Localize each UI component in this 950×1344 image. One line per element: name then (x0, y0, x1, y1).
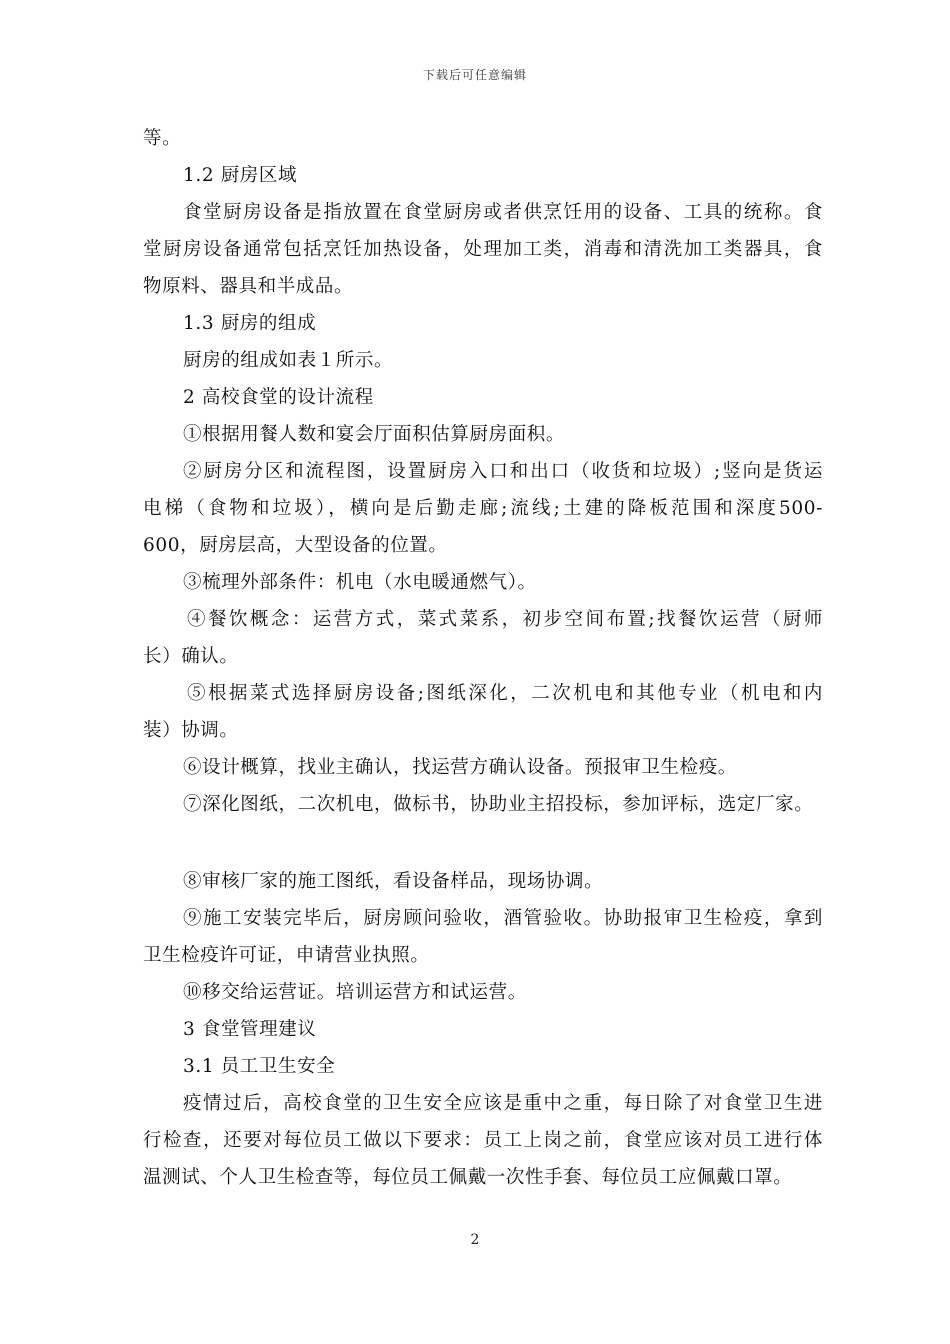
paragraph-line: 物原料、器具和半成品。 (143, 276, 354, 297)
list-item-3: ③梳理外部条件：机电（水电暖通燃气）。 (183, 572, 537, 593)
section-heading-2: 2 高校食堂的设计流程 (183, 387, 374, 408)
blank-line (143, 823, 823, 863)
list-item-2-cont: 600，厨房层高，大型设备的位置。 (143, 535, 448, 556)
list-item-1: ①根据用餐人数和宴会厅面积估算厨房面积。 (183, 424, 566, 445)
list-item-9: ⑨施工安装完毕后，厨房顾问验收，酒管验收。协助报审卫生检疫，拿到 (183, 908, 823, 929)
paragraph-line: 疫情过后，高校食堂的卫生安全应该是重中之重，每日除了对食堂卫生进 (183, 1093, 823, 1114)
paragraph-line: 温测试、个人卫生检查等，每位员工佩戴一次性手套、每位员工应佩戴口罩。 (143, 1167, 793, 1188)
document-body (143, 120, 823, 1196)
list-item-2: ②厨房分区和流程图，设置厨房入口和出口（收货和垃圾）;竖向是货运 (183, 461, 823, 482)
paragraph-line: 堂厨房设备通常包括烹饪加热设备，处理加工类，消毒和清洗加工类器具，食 (143, 239, 823, 260)
list-item-7: ⑦深化图纸，二次机电，做标书，协助业主招投标，参加评标，选定厂家。 (183, 794, 814, 815)
list-item-4: ④餐饮概念：运营方式，菜式菜系，初步空间布置;找餐饮运营（厨师 (187, 609, 823, 630)
paragraph-line: 厨房的组成如表１所示。 (183, 350, 394, 371)
paragraph-line: 行检查，还要对每位员工做以下要求：员工上岗之前，食堂应该对员工进行体 (143, 1130, 823, 1151)
list-item-5-cont: 装）协调。 (143, 720, 239, 741)
list-item-2-cont: 电梯（食物和垃圾），横向是后勤走廊;流线;土建的降板范围和深度500- (143, 498, 823, 519)
page-number: 2 (470, 1232, 480, 1248)
list-item-6: ⑥设计概算，找业主确认，找运营方确认设备。预报审卫生检疫。 (183, 757, 737, 778)
list-item-10: ⑩移交给运营证。培训运营方和试运营。 (183, 982, 527, 1003)
section-heading-1-3: 1.3 厨房的组成 (183, 313, 317, 334)
list-item-8: ⑧审核厂家的施工图纸，看设备样品，现场协调。 (183, 871, 604, 892)
page-header-note: 下载后可任意编辑 (422, 68, 527, 82)
list-item-5: ⑤根据菜式选择厨房设备;图纸深化，二次机电和其他专业（机电和内 (187, 683, 823, 704)
section-heading-1-2: 1.2 厨房区域 (183, 165, 298, 186)
paragraph-line: 食堂厨房设备是指放置在食堂厨房或者供烹饪用的设备、工具的统称。食 (183, 202, 823, 223)
list-item-4-cont: 长）确认。 (143, 646, 239, 667)
section-heading-3: 3 食堂管理建议 (183, 1019, 317, 1040)
list-item-9-cont: 卫生检疫许可证，申请营业执照。 (143, 945, 430, 966)
paragraph-line: 等。 (143, 128, 182, 149)
section-heading-3-1: 3.1 员工卫生安全 (183, 1056, 336, 1077)
